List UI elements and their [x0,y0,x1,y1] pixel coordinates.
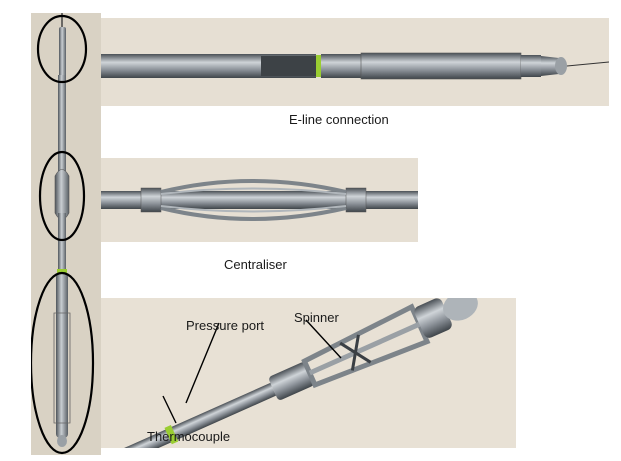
full-tool-photo [31,13,101,455]
pressure-port-label: Pressure port [186,318,265,333]
spinner-label: Spinner [294,310,339,325]
thermocouple-label: Thermocouple [147,429,231,444]
eline-connection-label: E-line connection [289,112,389,127]
eline-connection-photo [101,18,609,106]
centraliser-label: Centraliser [224,257,287,272]
centraliser-photo [101,158,418,242]
